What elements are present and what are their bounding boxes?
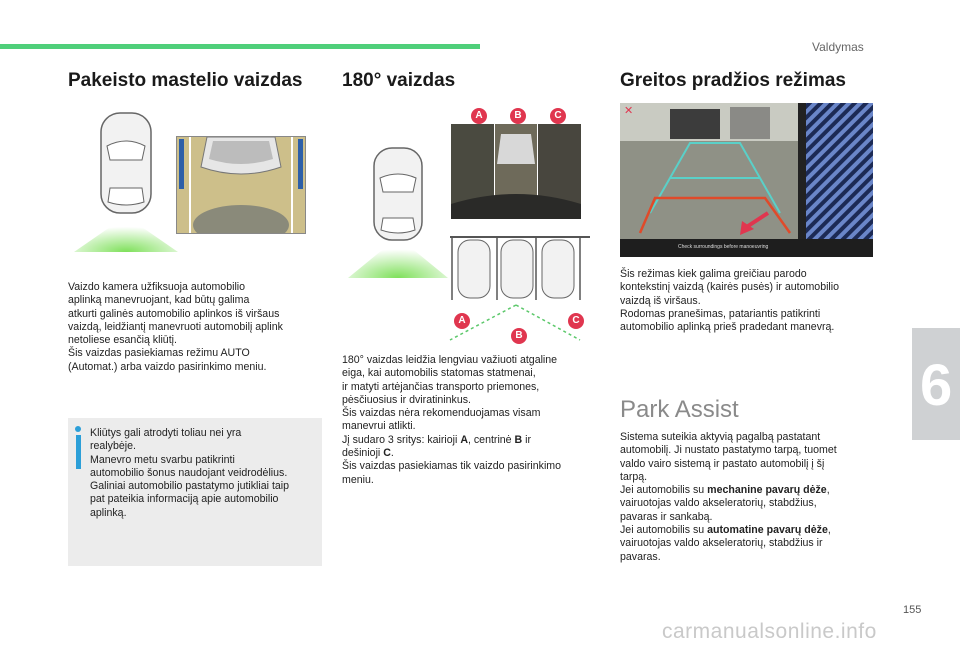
zoom-view-description: Vaizdo kamera užfiksuoja automobilio aplinką manevruojant, kad būtų galima atkurti galinės automobilio aplinkos iš viršaus vaizdą, leidžiantį manevruoti automobilį aplink netoliese esančią kliūtį. Šis vaizdas pasiekiamas režimu AUTO (Automat.) arba vaizdo pasirinkimo meniu. (68, 281, 283, 373)
watermark: carmanualsonline.info (662, 620, 877, 643)
svg-text:✕: ✕ (624, 105, 634, 117)
zoom-view-heading: Pakeisto mastelio vaizdas (68, 70, 303, 91)
view-180-description: 180° vaizdas leidžia lengviau važiuoti atgaline eiga, kai automobilis statomas statmenai, ir matyti artėjančias transporto priemones, pėsčiuosius ir dviratininkus. Šis vaizdas nėra rekomenduojamas visam manevrui atlikti. Jį sudaro 3 sritys: kairioji A, centrinė B ir dešinioji C. Šis vaizdas pasiekiamas tik vaizdo pasirinkimo meniu. (342, 354, 562, 486)
section-title: Valdymas (812, 40, 864, 54)
section-accent-bar (0, 44, 480, 49)
info-note-text: Kliūtys gali atrodyti toliau nei yra realybėje. Manevro metu svarbu patikrinti automobilio šonus naudojant veidrodėlius. Galiniai automobilio pastatymo jutikliai taip pat pateikia informaciją apie automobilio aplinką. (90, 427, 290, 519)
info-note-box (68, 418, 322, 566)
info-icon (74, 426, 82, 469)
quick-start-screen (620, 103, 873, 257)
quick-start-heading: Greitos pradžios režimas (620, 70, 846, 91)
screen-warning-caption: Check surroundings before manoeuvring (678, 244, 769, 250)
reversing-camera-screen (620, 103, 873, 257)
quick-start-description: Šis režimas kiek galima greičiau parodo kontekstinį vaizdą (kairės pusės) ir automobilio vaizdą iš viršaus. Rodomas pranešimas, patariantis patikrinti automobilio aplinką prieš pradedant manevrą. (620, 268, 840, 334)
three-zone-camera-image (451, 124, 581, 219)
zone-a-label-bottom: A (454, 313, 470, 329)
page-number: 155 (903, 604, 922, 616)
view-180-heading: 180° vaizdas (342, 70, 456, 91)
chapter-number: 6 (920, 353, 953, 418)
park-assist-heading: Park Assist (620, 396, 739, 423)
car-top-illustration (70, 110, 180, 260)
zone-c-label-bottom: C (568, 313, 584, 329)
zone-b-label-top: B (510, 108, 526, 124)
park-assist-description: Sistema suteikia aktyvią pagalbą pastatant automobilį. Ji nustato pastatymo tarpą, tuomet valdo vairo sistemą ir pastato automobilį į šį tarpą. Jei automobilis su mechanine pavarų dėže, vairuotojas valdo akseleratorių, stabdžius, pavaras ir sankabą. Jei automobilis su automatine pavarų dėže, vairuotojas valdo akseleratorių, stabdžius ir pavaras. (620, 431, 837, 563)
rear-car-image (177, 137, 305, 233)
zone-c-label-top: C (550, 108, 566, 124)
zoom-camera-view (176, 136, 306, 234)
zone-b-label-bottom: B (511, 328, 527, 344)
zone-a-label-top: A (471, 108, 487, 124)
view-180-camera-image (451, 124, 581, 219)
chapter-tab (912, 328, 960, 440)
